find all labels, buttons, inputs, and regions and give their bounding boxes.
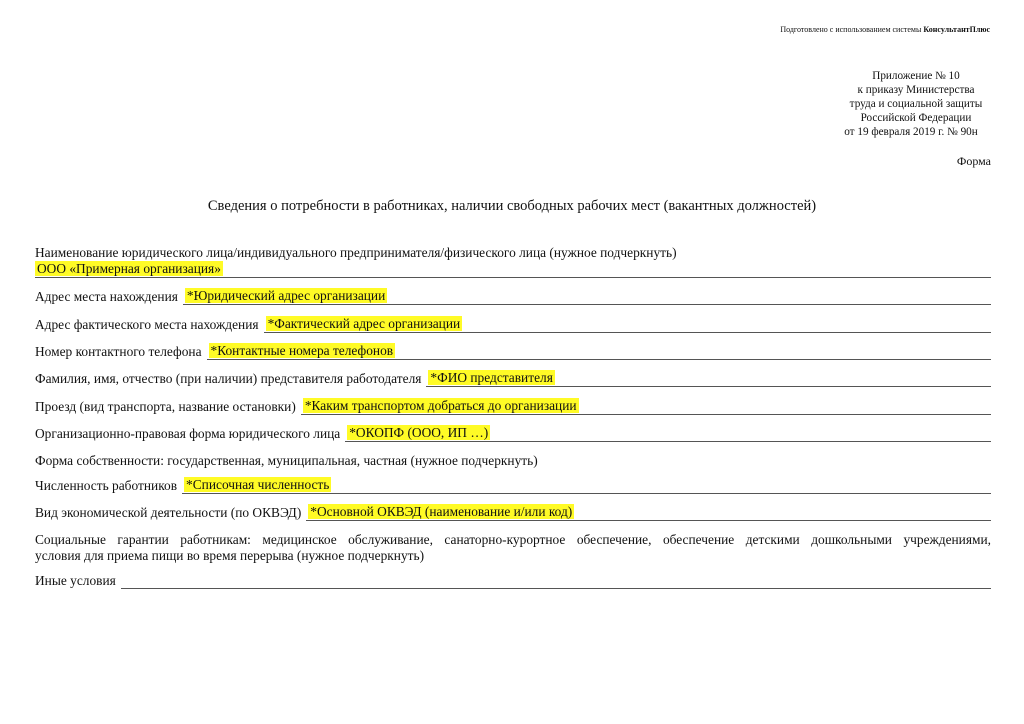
transport-label: Проезд (вид транспорта, название остановки): [35, 399, 296, 414]
ownership-row: [35, 453, 995, 469]
actual-address-value: *Фактический адрес организации: [267, 316, 461, 331]
address-value-line[interactable]: [183, 288, 991, 305]
activity-field: [35, 504, 991, 521]
address-field: [35, 288, 991, 305]
phone-value-line[interactable]: [207, 343, 991, 360]
other-conditions-label: Иные условия: [35, 573, 116, 588]
legal-form-value-line[interactable]: [345, 425, 991, 442]
annex-line-3: труда и социальной защиты: [849, 98, 983, 110]
activity-value: *Основной ОКВЭД (наименование и/или код): [310, 504, 573, 519]
actual-address-field: [35, 316, 991, 333]
prepared-note: [780, 25, 990, 34]
headcount-value: *Списочная численность: [186, 477, 330, 492]
address-label: Адрес места нахождения: [35, 289, 178, 304]
document-title: Сведения о потребности в работниках, наличии свободных рабочих мест (вакантных должностей): [207, 198, 817, 214]
prepared-text: Подготовлено с использованием системы: [780, 25, 924, 34]
other-conditions-field: [35, 572, 991, 589]
transport-value-line[interactable]: [301, 398, 991, 415]
headcount-label: Численность работников: [35, 478, 178, 493]
phone-field: [35, 343, 991, 360]
annex-block: [771, 69, 991, 139]
representative-label: Фамилия, имя, отчество (при наличии) представителя работодателя: [35, 371, 422, 386]
annex-line-5: от 19 февраля 2019 г. № 90н: [844, 126, 978, 138]
headcount-field: [35, 477, 991, 494]
transport-value: *Каким транспортом добраться до организации: [304, 398, 577, 413]
social-line-1[interactable]: Социальные гарантии работникам: медицинское обслуживание, санаторно-курортное обеспечение, обеспечение детскими дошкольными учреждениями,: [35, 532, 991, 547]
phone-value: *Контактные номера телефонов: [210, 343, 394, 358]
representative-value-line[interactable]: [426, 370, 991, 387]
actual-address-label: Адрес фактического места нахождения: [35, 317, 259, 332]
annex-line-2: к приказу Министерства: [857, 84, 975, 96]
address-value: *Юридический адрес организации: [186, 288, 386, 303]
activity-value-line[interactable]: [306, 504, 991, 521]
actual-address-value-line[interactable]: [264, 316, 991, 333]
legal-form-field: [35, 425, 991, 442]
ownership-label[interactable]: Форма собственности: государственная, муниципальная, частная (нужное подчеркнуть): [35, 453, 538, 468]
headcount-value-line[interactable]: [182, 477, 991, 494]
annex-line-4: Российской Федерации: [860, 112, 972, 124]
phone-label: Номер контактного телефона: [35, 344, 202, 359]
entity-label: Наименование юридического лица/индивидуального предпринимателя/физического лица (нужное подчеркнуть): [35, 245, 677, 260]
other-conditions-value-line[interactable]: [121, 572, 991, 589]
social-line-2[interactable]: условия для приема пищи во время перерыва (нужное подчеркнуть): [35, 548, 425, 563]
social-guarantees: [35, 532, 991, 564]
representative-field: [35, 370, 991, 387]
entity-value-line[interactable]: [35, 261, 991, 278]
legal-form-value: *ОКОПФ (ООО, ИП …): [349, 425, 489, 440]
form-label: Форма: [956, 154, 991, 168]
entity-label-row: [35, 245, 995, 261]
representative-value: *ФИО представителя: [430, 370, 553, 385]
activity-label: Вид экономической деятельности (по ОКВЭД): [35, 505, 302, 520]
legal-form-label: Организационно-правовая форма юридического лица: [35, 426, 341, 441]
entity-value: ООО «Примерная организация»: [37, 261, 221, 276]
transport-field: [35, 398, 991, 415]
annex-line-1: Приложение № 10: [872, 70, 960, 82]
prepared-brand: КонсультантПлюс: [923, 25, 990, 34]
